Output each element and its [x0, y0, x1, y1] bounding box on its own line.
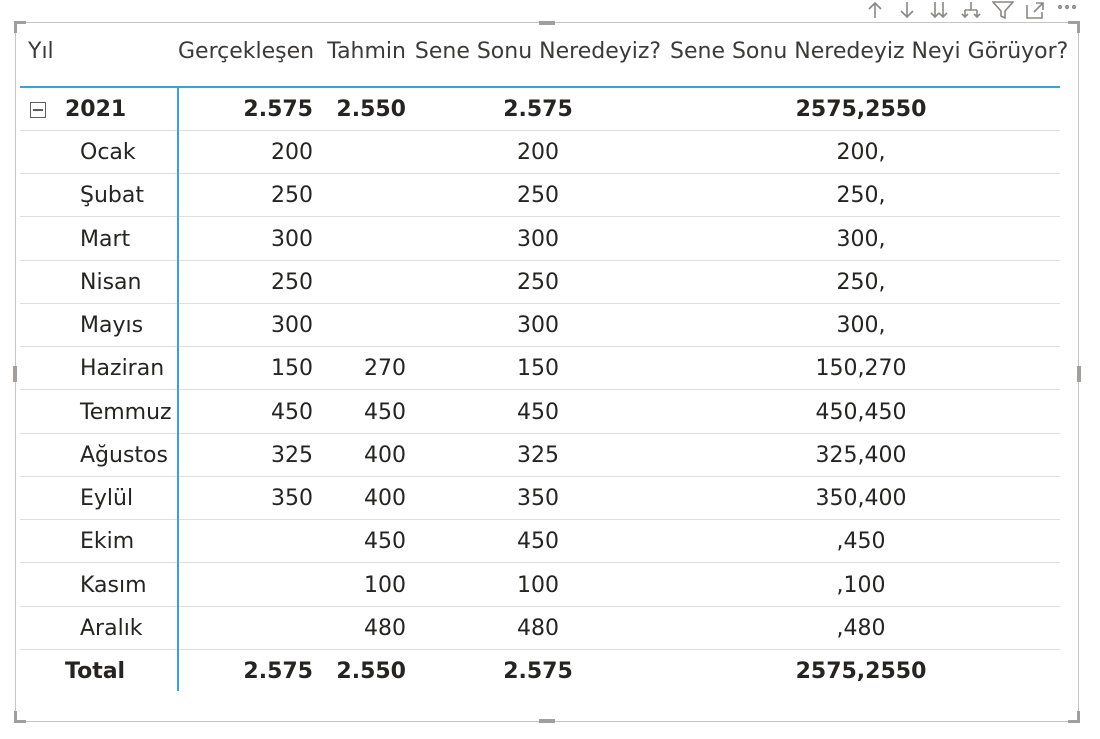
month-year-end: 250	[517, 269, 559, 295]
month-forecast: 450	[364, 529, 406, 555]
month-year-end-view: 350,400	[815, 486, 907, 511]
month-forecast	[313, 131, 406, 174]
month-year-end-view: 300,	[836, 313, 886, 338]
month-year-end: 150	[517, 356, 559, 382]
resize-handle-bottom-left[interactable]	[14, 711, 26, 723]
column-header-year-end[interactable]: Sene Sonu Neredeyiz?	[414, 39, 662, 64]
table-row	[20, 520, 1060, 563]
month-forecast	[313, 304, 406, 347]
year-row-actual: 2.575	[243, 97, 313, 122]
total-row-label: Total	[65, 659, 126, 684]
month-forecast	[313, 261, 406, 304]
month-year-end: 350	[517, 486, 559, 511]
arrow-down-icon[interactable]	[894, 0, 920, 20]
month-year-end-view: 300,	[836, 226, 886, 252]
month-year-end: 300	[517, 313, 559, 338]
drill-down-icon[interactable]	[958, 0, 984, 20]
column-header-forecast[interactable]: Tahmin	[327, 39, 406, 64]
visual-header-toolbar	[862, 0, 1080, 20]
month-label: Nisan	[80, 269, 142, 295]
month-year-end: 100	[517, 572, 559, 598]
month-year-end-view: ,480	[836, 615, 886, 641]
month-actual: 150	[271, 356, 313, 382]
month-label: Ekim	[80, 529, 135, 555]
month-forecast: 100	[364, 572, 406, 598]
month-year-end-view: 200,	[836, 140, 886, 165]
month-year-end-view: 325,400	[815, 442, 907, 468]
total-row	[20, 650, 1060, 693]
resize-handle-top-right[interactable]	[1068, 21, 1080, 33]
month-year-end-view: 250,	[836, 183, 886, 209]
month-label: Mart	[80, 226, 131, 252]
month-actual	[178, 564, 313, 607]
column-header-year[interactable]: Yıl	[28, 39, 54, 64]
month-actual: 200	[271, 140, 313, 165]
table-row	[20, 607, 1060, 650]
month-actual: 350	[271, 486, 313, 511]
month-label: Kasım	[80, 572, 147, 598]
month-forecast: 450	[364, 399, 406, 425]
month-forecast: 270	[364, 356, 406, 382]
total-row-year-end: 2.575	[503, 659, 573, 684]
month-actual	[178, 607, 313, 650]
resize-handle-left[interactable]	[13, 366, 17, 382]
month-year-end-view: ,100	[836, 572, 886, 598]
year-row-label: 2021	[65, 97, 127, 122]
month-forecast	[313, 174, 406, 217]
month-year-end-view: 250,	[836, 269, 886, 295]
month-label: Mayıs	[80, 313, 144, 338]
focus-mode-icon[interactable]	[1022, 0, 1048, 20]
month-year-end: 450	[517, 399, 559, 425]
month-label: Eylül	[80, 486, 134, 511]
month-forecast: 400	[364, 442, 406, 468]
month-year-end: 480	[517, 615, 559, 641]
table-row	[20, 261, 1060, 304]
table-row	[20, 477, 1060, 520]
month-year-end-view: ,450	[836, 529, 886, 555]
month-actual: 250	[271, 269, 313, 295]
table-row	[20, 564, 1060, 607]
month-year-end: 250	[517, 183, 559, 209]
resize-handle-top[interactable]	[539, 21, 555, 25]
month-year-end: 450	[517, 529, 559, 555]
year-row-forecast: 2.550	[336, 97, 406, 122]
month-year-end: 325	[517, 442, 559, 468]
month-label: Şubat	[80, 183, 144, 209]
month-forecast: 480	[364, 615, 406, 641]
total-row-year-end-view: 2575,2550	[795, 659, 927, 684]
table-row	[20, 218, 1060, 261]
more-options-icon[interactable]	[1054, 0, 1080, 20]
expand-all-down-icon[interactable]	[926, 0, 952, 20]
month-forecast: 400	[364, 486, 406, 511]
month-year-end: 200	[517, 140, 559, 165]
arrow-up-icon[interactable]	[862, 0, 888, 20]
month-forecast	[313, 218, 406, 261]
month-label: Temmuz	[80, 399, 172, 425]
table-row	[20, 131, 1060, 174]
total-row-forecast: 2.550	[336, 659, 406, 684]
table-row	[20, 434, 1060, 477]
month-year-end: 300	[517, 226, 559, 252]
year-row-year-end-view: 2575,2550	[795, 97, 927, 122]
resize-handle-bottom[interactable]	[539, 719, 555, 723]
column-header-row	[20, 26, 1069, 88]
resize-handle-right[interactable]	[1077, 366, 1081, 382]
resize-handle-bottom-right[interactable]	[1068, 711, 1080, 723]
column-header-actual[interactable]: Gerçekleşen	[178, 39, 315, 64]
total-row-actual: 2.575	[243, 659, 313, 684]
table-row	[20, 174, 1060, 217]
month-actual: 450	[271, 399, 313, 425]
month-label: Ocak	[80, 140, 136, 165]
month-actual: 300	[271, 226, 313, 252]
month-label: Haziran	[80, 356, 165, 382]
table-row	[20, 304, 1060, 347]
month-actual: 300	[271, 313, 313, 338]
table-row	[20, 391, 1060, 434]
collapse-icon[interactable]	[30, 102, 46, 118]
year-row	[20, 88, 1060, 131]
month-year-end-view: 450,450	[815, 399, 907, 425]
year-row-year-end: 2.575	[503, 97, 573, 122]
month-actual	[178, 520, 313, 563]
table-row	[20, 347, 1060, 390]
month-label: Aralık	[80, 615, 143, 641]
filter-icon[interactable]	[990, 0, 1016, 20]
column-header-year-end-view[interactable]: Sene Sonu Neredeyiz Neyi Görüyor?	[670, 39, 1069, 64]
row-header-divider	[177, 88, 179, 691]
month-year-end-view: 150,270	[815, 356, 907, 382]
month-actual: 250	[271, 183, 313, 209]
month-actual: 325	[271, 442, 313, 468]
month-label: Ağustos	[80, 442, 168, 468]
